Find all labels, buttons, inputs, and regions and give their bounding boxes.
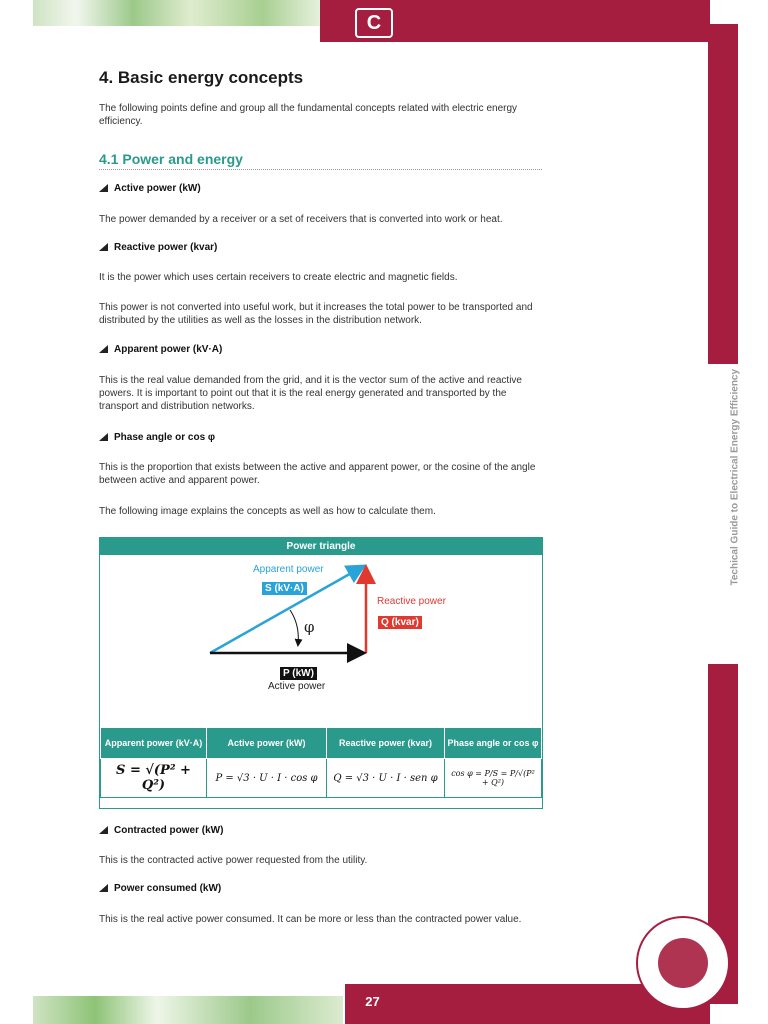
item-text-phase-angle-2: The following image explains the concepts as well as how to calculate them. [99, 506, 436, 517]
formula-table [100, 727, 542, 798]
item-title-text: Contracted power (kW) [114, 825, 224, 836]
active-power-box [280, 663, 317, 681]
item-title-text: Phase angle or cos φ [114, 432, 216, 443]
item-text-active-power: The power demanded by a receiver or a set of receivers that is converted into work or heat. [99, 214, 503, 225]
section-heading: 4.1 Power and energy [99, 151, 542, 170]
apparent-power-label: Apparent power [253, 564, 324, 575]
header-reactive: Reactive power (kvar) [327, 728, 445, 759]
header-photo-strip [33, 0, 320, 26]
apparent-power-box [262, 578, 307, 596]
bullet-triangle-icon [99, 826, 108, 834]
active-power-label: Active power [268, 681, 326, 692]
bullet-triangle-icon [99, 184, 108, 192]
logo-icon: C [355, 8, 393, 38]
reactive-power-box-text: Q (kvar) [378, 616, 422, 629]
formula-header-row [101, 728, 542, 759]
item-title-apparent-power [99, 344, 222, 355]
right-band [708, 24, 738, 364]
item-title-reactive-power [99, 242, 217, 253]
seal-emblem [658, 938, 708, 988]
bullet-triangle-icon [99, 433, 108, 441]
footer-photo-strip [33, 996, 343, 1024]
item-title-text: Reactive power (kvar) [114, 242, 218, 253]
item-title-power-consumed [99, 883, 221, 894]
efficiency-seal-icon [636, 916, 730, 1010]
page-number: 27 [365, 994, 380, 1009]
formula-phase: cos φ = P/S = P/√(P² + Q²) [445, 759, 542, 798]
item-title-text: Apparent power (kV·A) [114, 344, 223, 355]
active-power-box-text: P (kW) [280, 667, 317, 680]
item-title-text: Active power (kW) [114, 183, 201, 194]
item-text-reactive-power-2: This power is not converted into useful work, but it increases the total power to be transported and distributed by the utilities as well as the losses in the distribution network. [99, 302, 533, 326]
figure-title: Power triangle [100, 538, 542, 555]
intro-paragraph: The following points define and group all the fundamental concepts related with electric energy efficiency. [99, 103, 518, 127]
item-title-contracted-power [99, 825, 223, 836]
formula-row [101, 759, 542, 798]
item-title-text: Power consumed (kW) [114, 883, 222, 894]
bullet-triangle-icon [99, 345, 108, 353]
header-apparent: Apparent power (kV·A) [101, 728, 207, 759]
header-active: Active power (kW) [207, 728, 327, 759]
power-triangle-diagram [100, 555, 542, 727]
side-margin [738, 0, 768, 1024]
header-phase: Phase angle or cos φ [445, 728, 542, 759]
formula-active: P = √3 · U · I · cos φ [207, 759, 327, 798]
apparent-power-box-text: S (kV·A) [262, 582, 307, 595]
sidebar-title: Techical Guide to Electrical Energy Efficiency [729, 368, 741, 586]
bullet-triangle-icon [99, 884, 108, 892]
item-text-reactive-power-1: It is the power which uses certain receivers to create electric and magnetic fields. [99, 272, 458, 283]
power-triangle-figure [99, 537, 543, 809]
formula-apparent: S = √(P² + Q²) [101, 759, 207, 798]
formula-reactive: Q = √3 · U · I · sen φ [327, 759, 445, 798]
item-title-phase-angle [99, 432, 215, 443]
item-text-contracted-power: This is the contracted active power requested from the utility. [99, 855, 368, 866]
bullet-triangle-icon [99, 243, 108, 251]
item-text-power-consumed: This is the real active power consumed. It can be more or less than the contracted power value. [99, 914, 522, 925]
reactive-power-label: Reactive power [377, 596, 446, 607]
angle-arc [290, 610, 298, 645]
item-text-apparent-power: This is the real value demanded from the grid, and it is the vector sum of the active and reactive powers. It is important to point out that it is the real energy generated and transported by the transport and distribution networks. [99, 375, 522, 412]
page-title: 4. Basic energy concepts [99, 68, 304, 87]
item-text-phase-angle-1: This is the proportion that exists between the active and apparent power, or the cosine of the angle between active and apparent power. [99, 462, 536, 486]
item-title-active-power [99, 183, 201, 194]
reactive-power-box [378, 612, 422, 630]
angle-symbol: φ [304, 618, 315, 636]
